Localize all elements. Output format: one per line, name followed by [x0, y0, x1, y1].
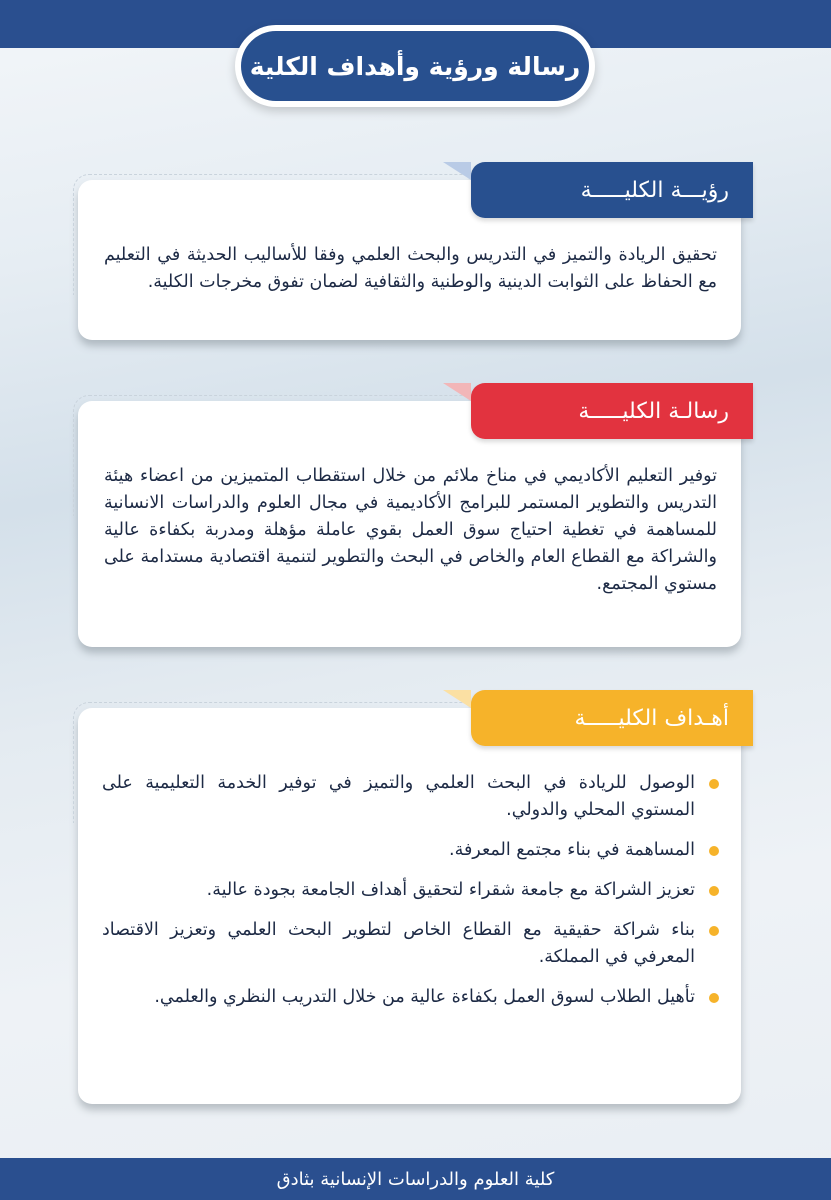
bullet-dot-icon [709, 993, 719, 1003]
goals-list [78, 708, 741, 1011]
list-item [102, 984, 719, 1011]
goals-heading: أهـداف الكليـــــة [471, 690, 753, 746]
mission-text: توفير التعليم الأكاديمي في مناخ ملائم من خلال استقطاب المتميزين من اعضاء هيئة التدريس والتطوير المستمر للبرامج الأكاديمية في مجال العلوم والدراسات الانسانية للمساهمة في تغطية احتياج سوق العمل بقوي عاملة مؤهلة ومدربة بكفاءة عالية والشراكة مع القطاع العام والخاص في البحث والتطوير لتنمية اقتصادية مستدامة على مستوي المجتمع. [104, 466, 717, 594]
goal-text: المساهمة في بناء مجتمع المعرفة. [449, 840, 695, 860]
page-title: رسالة ورؤية وأهداف الكلية [241, 31, 589, 101]
list-item [102, 770, 719, 824]
bullet-dot-icon [709, 846, 719, 856]
vision-card [78, 177, 741, 340]
mission-card [78, 398, 741, 647]
list-item [102, 837, 719, 864]
vision-text: تحقيق الريادة والتميز في التدريس والبحث العلمي وفقا للأساليب الحديثة في التعليم مع الحفاظ على الثوابت الدينية والوطنية والثقافية لضمان تفوق مخرجات الكلية. [104, 245, 717, 292]
page-title-pill [235, 25, 595, 107]
vision-heading: رؤيـــة الكليـــــة [471, 162, 753, 218]
footer-text: كلية العلوم والدراسات الإنسانية بثادق [276, 1168, 555, 1190]
list-item [102, 877, 719, 904]
footer [0, 1158, 831, 1200]
list-item [102, 917, 719, 971]
bullet-dot-icon [709, 926, 719, 936]
mission-heading: رسالـة الكليـــــة [471, 383, 753, 439]
goal-text: الوصول للريادة في البحث العلمي والتميز في توفير الخدمة التعليمية على المستوي المحلي والدولي. [102, 773, 695, 820]
bullet-dot-icon [709, 886, 719, 896]
goal-text: بناء شراكة حقيقية مع القطاع الخاص لتطوير البحث العلمي وتعزيز الاقتصاد المعرفي في المملكة. [102, 920, 695, 967]
goals-card [78, 705, 741, 1104]
goal-text: تأهيل الطلاب لسوق العمل بكفاءة عالية من خلال التدريب النظري والعلمي. [154, 987, 695, 1007]
bullet-dot-icon [709, 779, 719, 789]
goal-text: تعزيز الشراكة مع جامعة شقراء لتحقيق أهداف الجامعة بجودة عالية. [206, 880, 695, 900]
